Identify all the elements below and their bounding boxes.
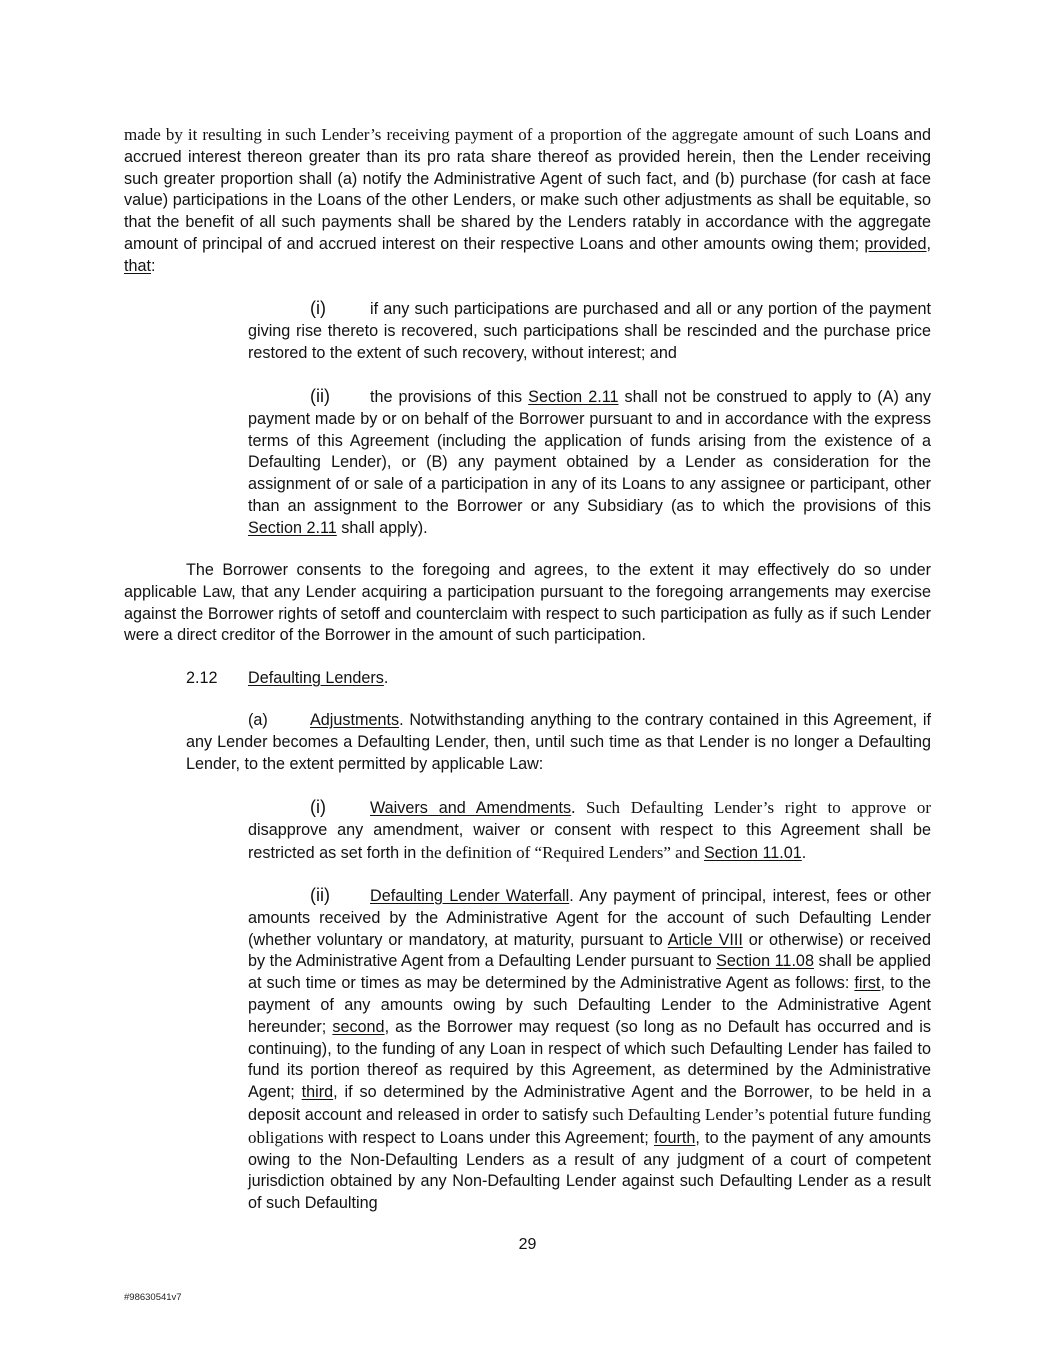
waterfall-text-7: with respect to Loans under this Agreement; <box>328 1128 654 1147</box>
clause-ii-text-1: the provisions of this <box>370 388 529 406</box>
page-number: 29 <box>518 1236 537 1253</box>
waterfall-paragraph <box>248 885 931 1215</box>
that-term: that <box>124 256 152 275</box>
section-2-11-ref: Section 2.11 <box>528 388 619 406</box>
second-term: second <box>332 1017 385 1036</box>
waterfall-serif-text: such Defaulting Lender’s potential future funding obligations <box>248 1104 931 1147</box>
waterfall-text-6: , if so determined by the Administrative Agent and the Borrower, to be held in a deposit account and released in order to satisfy <box>248 1083 931 1124</box>
third-term: third <box>301 1083 334 1102</box>
adjustments-marker: (a) <box>248 711 268 729</box>
clause-i-text: if any such participations are purchased and all or any portion of the payment giving rise thereto is recovered, such participations shall be rescinded and the purchase price restored to the extent of such recovery, without interest; and <box>248 300 931 362</box>
waivers-marker: (i) <box>310 797 326 817</box>
section-2-11-ref-2: Section 2.11 <box>248 518 337 537</box>
section-2-12-heading <box>186 668 586 690</box>
waivers-title: Waivers and Amendments <box>370 799 572 817</box>
waivers-text: disapprove any amendment, waiver or consent with respect to this Agreement shall be restricted as set forth in <box>248 820 931 862</box>
adjustments-text: . Notwithstanding anything to the contrary contained in this Agreement, if any Lender becomes a Defaulting Lender, then, until such time as that Lender is no longer a Defaulting Lender, to the extent permitted by applicable Law: <box>186 711 931 773</box>
section-2-12-number: 2.12 <box>186 669 218 687</box>
intro-paragraph <box>124 124 931 278</box>
intro-serif-text: made by it resulting in such Lender’s receiving payment of a proportion of the aggregate amount of such <box>124 125 850 144</box>
clause-i-marker: (i) <box>310 298 326 318</box>
waterfall-text-8: , to the payment of any amounts owing to the Non-Defaulting Lenders as a result of any judgment of a court of competent jurisdiction obtained by any Non-Defaulting Lender against such Defaulting Lender as a result of such Defaulting <box>248 1128 931 1213</box>
waivers-paragraph <box>248 797 931 864</box>
clause-i-paragraph <box>248 298 931 364</box>
clause-ii-text-2: shall not be construed to apply to (A) any payment made by or on behalf of the Borrower pursuant to and in accordance with the express terms of this Agreement (including the application of funds arising from the existence of a Defaulting Lender), or (B) any payment obtained by a Lender as consideration for the assignment of or sale of a participation in any of its Loans to any assignee or participant, other than an assignment to the Borrower or any Subsidiary (as to which the provisions of this <box>248 388 931 515</box>
article-viii-ref: Article VIII <box>667 930 743 949</box>
waterfall-marker: (ii) <box>310 885 330 905</box>
intro-colon: : <box>151 256 156 275</box>
section-11-08-ref: Section 11.08 <box>716 952 814 971</box>
clause-ii-paragraph <box>248 386 931 540</box>
clause-ii-marker: (ii) <box>310 386 330 406</box>
consent-paragraph <box>124 560 931 647</box>
waivers-serif-text: . Such Defaulting Lender’s right to approve or <box>571 798 931 817</box>
document-id: #98630541v7 <box>124 1292 182 1303</box>
waterfall-text-2: or otherwise) or received by the Administrative Agent from a Defaulting Lender pursuant to <box>248 930 931 971</box>
fourth-term: fourth <box>653 1128 696 1147</box>
intro-body-text: Loans and accrued interest thereon greater than its pro rata share thereof as provided herein, then the Lender receiving such greater proportion shall (a) notify the Administrative Agent of such fact, and (b) purchase (for cash at face value) participations in the Loans of the other Lenders, or make such other adjustments as shall be equitable, so that the benefit of all such payments shall be shared by the Lenders ratably in accordance with the aggregate amount of principal of and accrued interest on their respective Loans and other amounts owing them; <box>124 126 931 253</box>
intro-sep: , <box>926 234 931 253</box>
adjustments-title: Adjustments <box>310 711 400 729</box>
first-term: first <box>854 974 881 993</box>
waivers-serif-text-2: the definition of “Required Lenders” and <box>420 842 704 862</box>
waterfall-title: Defaulting Lender Waterfall <box>370 887 570 905</box>
waterfall-text-5: , as the Borrower may request (so long as no Default has occurred and is continuing), to the funding of any Loan in respect of which such Defaulting Lender has failed to fund its portion thereof as required by this Agreement, as determined by the Administrative Agent; <box>248 1017 931 1102</box>
clause-ii-text-3: shall apply). <box>336 518 428 537</box>
waivers-end: . <box>801 843 807 862</box>
waterfall-text-3: shall be applied at such time or times as may be determined by the Administrative Agent as follows: <box>248 952 932 993</box>
consent-text: The Borrower consents to the foregoing and agrees, to the extent it may effectively do so under applicable Law, that any Lender acquiring a participation pursuant to the foregoing arrangements may exercise against the Borrower rights of setoff and counterclaim with respect to such participation as fully as if such Lender were a direct creditor of the Borrower in the amount of such participation. <box>124 561 931 645</box>
waterfall-text-1: . Any payment of principal, interest, fees or other amounts received by the Administrative Agent for the account of such Defaulting Lender (whether voluntary or mandatory, at maturity, pursuant to <box>248 887 931 949</box>
adjustments-paragraph <box>186 710 931 775</box>
section-2-12-title: Defaulting Lenders <box>248 669 384 687</box>
provided-term: provided <box>864 234 927 253</box>
waterfall-text-4: , to the payment of any amounts owing by such Defaulting Lender to the Administrative Agent hereunder; <box>248 974 932 1036</box>
section-11-01-ref: Section 11.01 <box>703 843 802 862</box>
section-2-12-period: . <box>383 669 389 687</box>
